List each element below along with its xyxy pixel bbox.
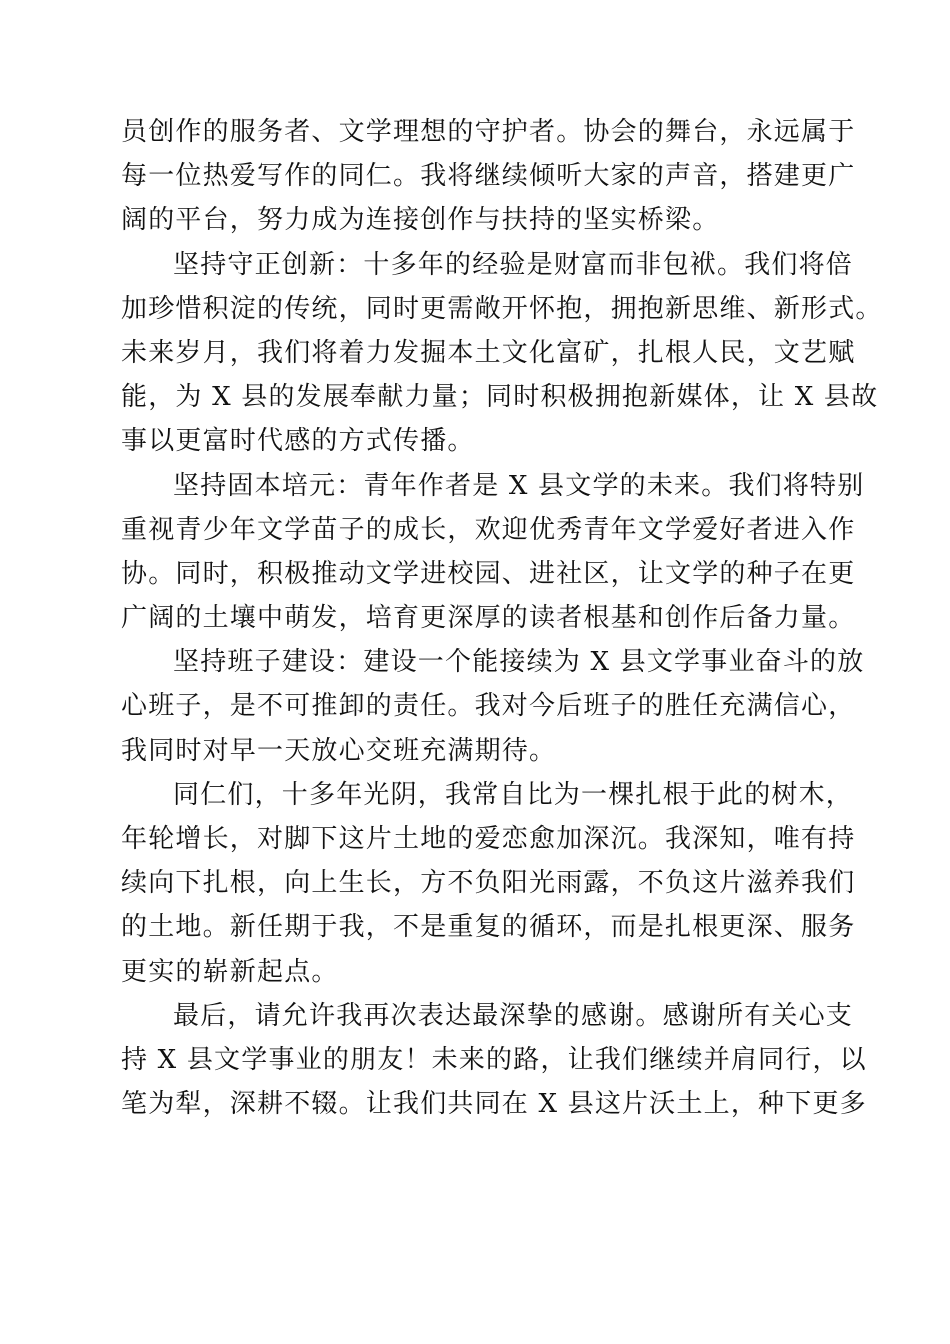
- paragraph-first-line: 同仁们，十多年光阴，我常自比为一棵扎根于此的树木，: [173, 779, 854, 810]
- paragraph-first-line: 坚持固本培元：青年作者是 X 县文学的未来。我们将特别: [173, 470, 865, 501]
- text-line: 年轮增长，对脚下这片土地的爱恋愈加深沉。我深知，唯有持: [121, 824, 856, 854]
- text-line: 更实的崭新起点。: [121, 956, 339, 987]
- text-line: 加珍惜积淀的传统，同时更需敞开怀抱，拥抱新思维、新形式。: [121, 293, 883, 324]
- text-line: 阔的平台，努力成为连接创作与扶持的坚实桥梁。: [121, 205, 720, 236]
- text-line: 心班子，是不可推卸的责任。我对今后班子的胜任充满信心，: [121, 691, 856, 722]
- text-line: 的土地。新任期于我，不是重复的循环，而是扎根更深、服务: [121, 912, 856, 943]
- text-line: 笔为犁，深耕不辍。让我们共同在 X 县这片沃土上，种下更多: [121, 1089, 867, 1120]
- text-line: 协。同时，积极推动文学进校园、进社区，让文学的种子在更: [121, 558, 856, 589]
- paragraph-first-line: 坚持守正创新：十多年的经验是财富而非包袱。我们将倍: [173, 249, 854, 280]
- body-text: [121, 110, 883, 1126]
- text-line: 未来岁月，我们将着力发掘本土文化富矿，扎根人民，文艺赋: [121, 337, 856, 368]
- text-line: 员创作的服务者、文学理想的守护者。协会的舞台，永远属于: [121, 117, 856, 147]
- paragraph-first-line: 最后，请允许我再次表达最深挚的感谢。感谢所有关心支: [173, 1000, 854, 1031]
- text-line: 事以更富时代感的方式传播。: [121, 426, 475, 457]
- text-line: 广阔的土壤中萌发，培育更深厚的读者根基和创作后备力量。: [121, 603, 856, 634]
- text-line: 能，为 X 县的发展奉献力量；同时积极拥抱新媒体，让 X 县故: [121, 382, 879, 413]
- text-line: 持 X 县文学事业的朋友！未来的路，让我们继续并肩同行，以: [121, 1044, 867, 1075]
- text-line: 续向下扎根，向上生长，方不负阳光雨露，不负这片滋养我们: [121, 868, 856, 899]
- text-line: 我同时对早一天放心交班充满期待。: [121, 735, 557, 766]
- text-line: 重视青少年文学苗子的成长，欢迎优秀青年文学爱好者进入作: [121, 514, 856, 545]
- text-line: 每一位热爱写作的同仁。我将继续倾听大家的声音，搭建更广: [121, 161, 856, 192]
- paragraph-first-line: 坚持班子建设：建设一个能接续为 X 县文学事业奋斗的放: [173, 647, 865, 678]
